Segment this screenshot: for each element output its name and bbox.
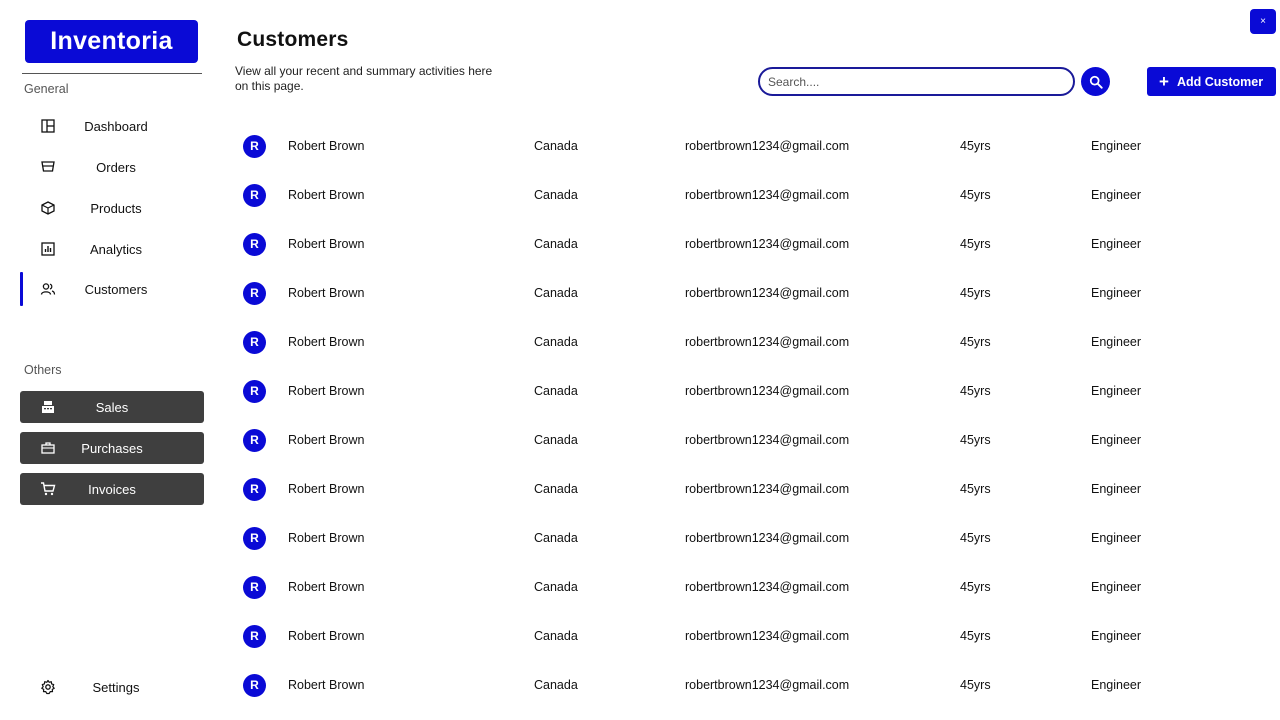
table-row[interactable] <box>235 661 1245 710</box>
customer-age: 45yrs <box>960 629 991 643</box>
general-section-label: General <box>24 82 69 96</box>
customer-occupation: Engineer <box>1091 629 1142 643</box>
customer-name: Robert Brown <box>288 384 365 398</box>
customer-age: 45yrs <box>960 384 991 398</box>
table-row[interactable] <box>235 514 1245 563</box>
customer-occupation: Engineer <box>1091 384 1142 398</box>
customer-name: Robert Brown <box>288 188 365 202</box>
avatar: R <box>243 625 266 648</box>
customer-email: robertbrown1234@gmail.com <box>685 188 850 202</box>
customer-country: Canada <box>534 482 578 496</box>
add-customer-button[interactable] <box>1147 67 1276 96</box>
table-row[interactable] <box>235 563 1245 612</box>
plus-icon: + <box>1159 72 1169 91</box>
orders-icon <box>40 159 56 175</box>
customer-country: Canada <box>534 335 578 349</box>
register-icon <box>40 399 56 415</box>
cart-icon <box>40 481 56 497</box>
dashboard-icon <box>40 118 56 134</box>
sidebar-item-label: Settings <box>92 679 140 695</box>
customer-email: robertbrown1234@gmail.com <box>685 237 850 251</box>
customer-name: Robert Brown <box>288 286 365 300</box>
sidebar-item-label: Products <box>90 200 142 216</box>
sidebar-item-orders[interactable] <box>20 150 204 184</box>
sidebar-item-products[interactable] <box>20 191 204 225</box>
customer-country: Canada <box>534 433 578 447</box>
table-row[interactable] <box>235 122 1245 171</box>
customer-age: 45yrs <box>960 188 991 202</box>
avatar: R <box>243 576 266 599</box>
customer-occupation: Engineer <box>1091 531 1142 545</box>
customer-age: 45yrs <box>960 237 991 251</box>
customer-occupation: Engineer <box>1091 139 1142 153</box>
avatar: R <box>243 184 266 207</box>
avatar: R <box>243 674 266 697</box>
customer-name: Robert Brown <box>288 580 365 594</box>
customer-name: Robert Brown <box>288 678 365 692</box>
customer-age: 45yrs <box>960 678 991 692</box>
customer-occupation: Engineer <box>1091 286 1142 300</box>
customer-age: 45yrs <box>960 531 991 545</box>
customer-country: Canada <box>534 629 578 643</box>
customer-country: Canada <box>534 139 578 153</box>
purchases-button[interactable] <box>20 432 204 464</box>
customer-email: robertbrown1234@gmail.com <box>685 139 850 153</box>
customer-country: Canada <box>534 678 578 692</box>
table-row[interactable] <box>235 465 1245 514</box>
sidebar-item-label: Customers <box>84 281 148 297</box>
table-row[interactable] <box>235 318 1245 367</box>
sidebar-item-dashboard[interactable] <box>20 109 204 143</box>
customer-age: 45yrs <box>960 139 991 153</box>
customer-occupation: Engineer <box>1091 188 1142 202</box>
customer-age: 45yrs <box>960 286 991 300</box>
avatar: R <box>243 429 266 452</box>
customer-occupation: Engineer <box>1091 678 1142 692</box>
box-icon <box>40 200 56 216</box>
avatar: R <box>243 233 266 256</box>
close-button[interactable] <box>1250 9 1276 34</box>
app-logo[interactable]: Inventoria <box>25 20 198 63</box>
avatar: R <box>243 135 266 158</box>
customer-name: Robert Brown <box>288 629 365 643</box>
briefcase-icon <box>40 440 56 456</box>
chart-icon <box>40 241 56 257</box>
sales-button-label: Sales <box>95 399 129 415</box>
page-title: Customers <box>237 28 349 51</box>
customer-occupation: Engineer <box>1091 237 1142 251</box>
sidebar <box>0 0 220 720</box>
customer-occupation: Engineer <box>1091 335 1142 349</box>
customer-age: 45yrs <box>960 580 991 594</box>
logo-divider <box>22 73 202 74</box>
customer-country: Canada <box>534 188 578 202</box>
page-subtitle: View all your recent and summary activities here on this page. <box>235 64 493 93</box>
customer-country: Canada <box>534 580 578 594</box>
avatar: R <box>243 331 266 354</box>
customer-occupation: Engineer <box>1091 433 1142 447</box>
sidebar-item-label: Analytics <box>89 241 143 257</box>
customer-email: robertbrown1234@gmail.com <box>685 384 850 398</box>
table-row[interactable] <box>235 612 1245 661</box>
sidebar-item-label: Dashboard <box>84 118 148 134</box>
customer-email: robertbrown1234@gmail.com <box>685 580 850 594</box>
customer-country: Canada <box>534 531 578 545</box>
search-icon <box>1089 75 1103 89</box>
sidebar-item-analytics[interactable] <box>20 232 204 266</box>
customer-occupation: Engineer <box>1091 482 1142 496</box>
invoices-button[interactable] <box>20 473 204 505</box>
purchases-button-label: Purchases <box>81 440 143 456</box>
customer-name: Robert Brown <box>288 139 365 153</box>
customer-email: robertbrown1234@gmail.com <box>685 286 850 300</box>
search-input[interactable] <box>758 67 1075 96</box>
avatar: R <box>243 527 266 550</box>
avatar: R <box>243 478 266 501</box>
customer-age: 45yrs <box>960 482 991 496</box>
customer-email: robertbrown1234@gmail.com <box>685 433 850 447</box>
search-button[interactable] <box>1081 67 1110 96</box>
customer-age: 45yrs <box>960 335 991 349</box>
sidebar-item-settings[interactable] <box>20 670 204 704</box>
customer-age: 45yrs <box>960 433 991 447</box>
customer-country: Canada <box>534 384 578 398</box>
sidebar-item-customers[interactable] <box>20 272 204 306</box>
table-row[interactable] <box>235 269 1245 318</box>
table-row[interactable] <box>235 220 1245 269</box>
users-icon <box>40 281 56 297</box>
others-section-label: Others <box>24 363 62 377</box>
customer-occupation: Engineer <box>1091 580 1142 594</box>
customer-name: Robert Brown <box>288 482 365 496</box>
invoices-button-label: Invoices <box>88 481 136 497</box>
avatar: R <box>243 380 266 403</box>
customer-country: Canada <box>534 237 578 251</box>
customer-email: robertbrown1234@gmail.com <box>685 335 850 349</box>
avatar: R <box>243 282 266 305</box>
add-customer-label: Add Customer <box>1176 74 1264 89</box>
sidebar-item-label: Orders <box>96 159 136 175</box>
table-row[interactable] <box>235 171 1245 220</box>
customer-email: robertbrown1234@gmail.com <box>685 482 850 496</box>
sales-button[interactable] <box>20 391 204 423</box>
customer-name: Robert Brown <box>288 335 365 349</box>
table-row[interactable] <box>235 367 1245 416</box>
customer-name: Robert Brown <box>288 531 365 545</box>
customer-name: Robert Brown <box>288 433 365 447</box>
customer-email: robertbrown1234@gmail.com <box>685 629 850 643</box>
customer-name: Robert Brown <box>288 237 365 251</box>
customer-country: Canada <box>534 286 578 300</box>
customer-list <box>235 122 1245 710</box>
customer-email: robertbrown1234@gmail.com <box>685 678 850 692</box>
gear-icon <box>40 679 56 695</box>
close-icon: × <box>1260 16 1266 27</box>
table-row[interactable] <box>235 416 1245 465</box>
customer-email: robertbrown1234@gmail.com <box>685 531 850 545</box>
